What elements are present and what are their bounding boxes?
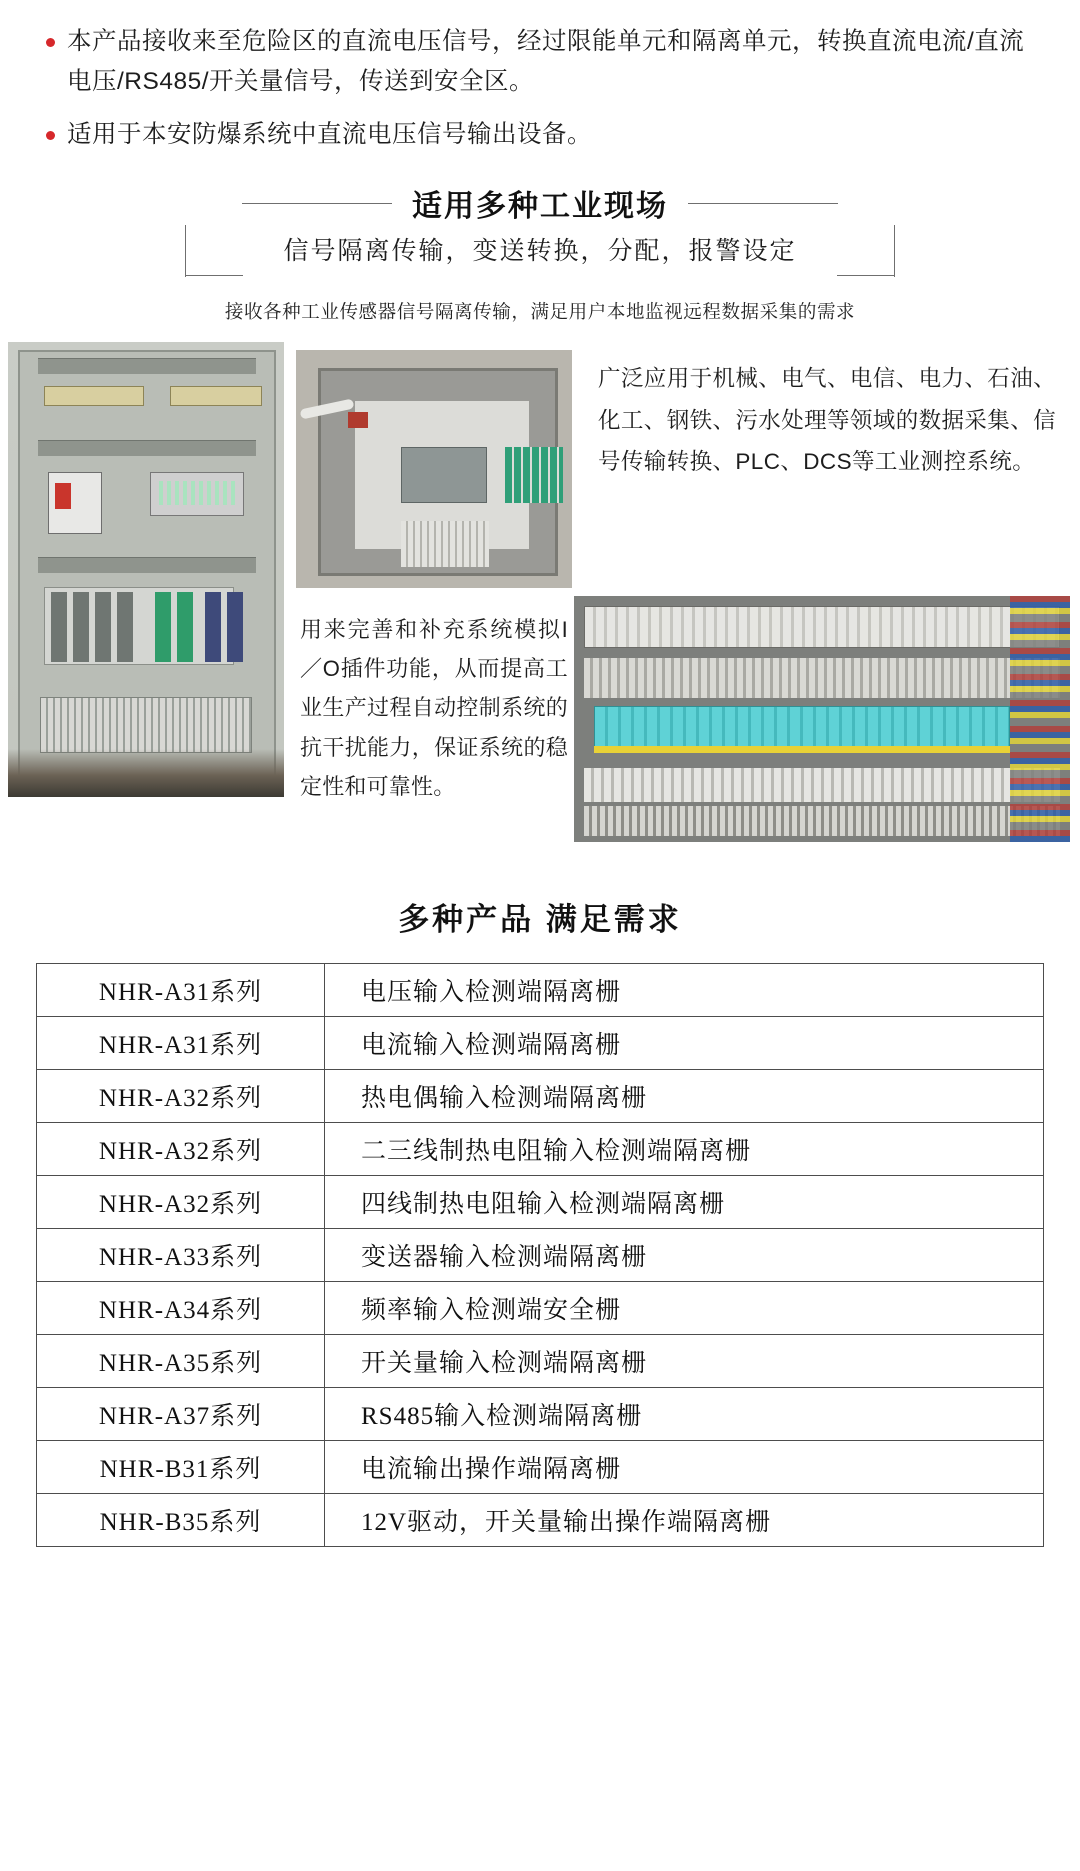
bottom-spacer — [0, 1547, 1080, 1571]
photo-terminal-rack — [574, 596, 1070, 842]
rule-left — [242, 203, 392, 204]
cabinet-rail-top — [38, 358, 256, 374]
products-title: 多种产品 满足需求 — [398, 902, 682, 938]
product-code: NHR-A32系列 — [37, 1123, 325, 1176]
terminal-strip-1 — [584, 606, 1060, 648]
product-code: NHR-A31系列 — [37, 964, 325, 1017]
product-name: 电流输入检测端隔离栅 — [325, 1017, 1044, 1070]
table-row — [37, 1229, 1044, 1282]
function-text-block — [300, 610, 568, 806]
applications-text-block — [598, 358, 1064, 483]
table-row — [37, 1441, 1044, 1494]
intro-bullet-2 — [46, 115, 1034, 155]
section-description: 接收各种工业传感器信号隔离传输，满足用户本地监视远程数据采集的需求 — [224, 301, 856, 323]
photo-collage — [0, 342, 1080, 842]
product-code: NHR-B35系列 — [37, 1494, 325, 1547]
applications-text: 广泛应用于机械、电气、电信、电力、石油、化工、钢铁、污水处理等领域的数据采集、信号传输转换、PLC、DCS等工业测控系统。 — [598, 366, 1057, 475]
terminal-strip — [401, 521, 489, 567]
table-row — [37, 1017, 1044, 1070]
product-code: NHR-A37系列 — [37, 1388, 325, 1441]
yellow-marker-line — [594, 746, 1010, 753]
table-row — [37, 1494, 1044, 1547]
bullet-dot-icon — [46, 38, 55, 47]
red-connector — [348, 412, 368, 428]
busbar-left — [44, 386, 144, 406]
section-title-row — [170, 181, 910, 225]
terminal-strip-2 — [584, 658, 1060, 698]
table-row — [37, 1070, 1044, 1123]
product-code: NHR-A32系列 — [37, 1176, 325, 1229]
bracket-frame — [170, 181, 910, 282]
terminal-strip-4 — [584, 806, 1060, 836]
product-name: 频率输入检测端安全栅 — [325, 1282, 1044, 1335]
product-name: 热电偶输入检测端隔离栅 — [325, 1070, 1044, 1123]
product-name: 变送器输入检测端隔离栅 — [325, 1229, 1044, 1282]
cyan-terminal-block — [594, 706, 1010, 750]
table-row — [37, 1123, 1044, 1176]
terminal-block-row — [40, 697, 252, 753]
cabinet-door — [18, 350, 276, 789]
bullet-dot-icon — [46, 131, 55, 140]
section-title: 适用多种工业现场 — [412, 190, 668, 224]
product-name: 电压输入检测端隔离栅 — [325, 964, 1044, 1017]
product-code: NHR-A33系列 — [37, 1229, 325, 1282]
product-code: NHR-A32系列 — [37, 1070, 325, 1123]
green-terminal-block — [505, 447, 563, 503]
products-table — [36, 963, 1044, 1547]
terminal-strip-3 — [584, 768, 1060, 802]
product-code: NHR-B31系列 — [37, 1441, 325, 1494]
product-name: 12V驱动，开关量输出操作端隔离栅 — [325, 1494, 1044, 1547]
product-name: 四线制热电阻输入检测端隔离栅 — [325, 1176, 1044, 1229]
bracket-bottom — [170, 275, 910, 276]
product-name: RS485输入检测端隔离栅 — [325, 1388, 1044, 1441]
product-name: 二三线制热电阻输入检测端隔离栅 — [325, 1123, 1044, 1176]
section-heading-block — [0, 181, 1080, 324]
cabinet-rail-mid — [38, 440, 256, 456]
table-row — [37, 1176, 1044, 1229]
rule-right — [688, 203, 838, 204]
intro-bullet-2-text: 适用于本安防爆系统中直流电压信号输出设备。 — [67, 121, 592, 149]
table-row — [37, 1335, 1044, 1388]
wire-bundle-right — [1010, 596, 1070, 842]
product-name: 开关量输入检测端隔离栅 — [325, 1335, 1044, 1388]
product-code: NHR-A31系列 — [37, 1017, 325, 1070]
power-supply-module — [150, 472, 244, 516]
busbar-right — [170, 386, 262, 406]
table-row — [37, 1388, 1044, 1441]
enclosure-shell — [318, 368, 558, 576]
intro-bullet-1 — [46, 22, 1034, 101]
product-code: NHR-A35系列 — [37, 1335, 325, 1388]
table-row — [37, 964, 1044, 1017]
product-name: 电流输出操作端隔离栅 — [325, 1441, 1044, 1494]
plc-module — [401, 447, 487, 503]
mounting-plate — [355, 401, 529, 549]
cable-bundle — [8, 749, 284, 797]
photo-distribution-box — [296, 350, 572, 588]
photo-control-cabinet — [8, 342, 284, 797]
intro-section — [0, 0, 1080, 155]
function-text: 用来完善和补充系统模拟I／O插件功能，从而提高工业生产过程自动控制系统的抗干扰能力，保证系统的稳定性和可靠性。 — [300, 617, 568, 799]
circuit-breaker — [48, 472, 102, 534]
module-row — [44, 587, 234, 665]
product-code: NHR-A34系列 — [37, 1282, 325, 1335]
section-subtitle: 信号隔离传输，变送转换，分配，报警设定 — [283, 237, 797, 266]
table-row — [37, 1282, 1044, 1335]
intro-bullet-1-text: 本产品接收来至危险区的直流电压信号，经过限能单元和隔离单元，转换直流电流/直流电压/RS485/开关量信号，传送到安全区。 — [67, 28, 1025, 95]
bracket-sides — [170, 225, 910, 277]
cabinet-rail-lower — [38, 557, 256, 573]
